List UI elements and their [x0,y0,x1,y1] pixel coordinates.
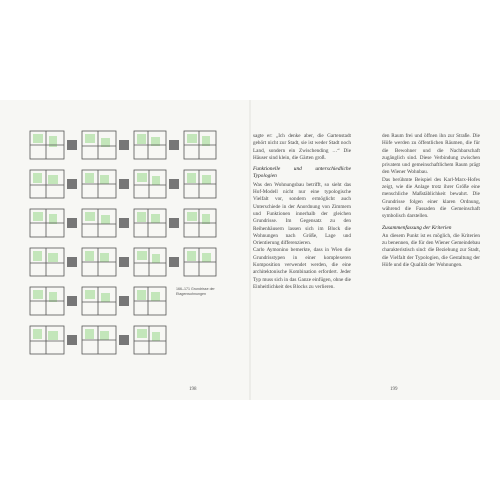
book-gutter [249,100,251,400]
paragraph: den Raum frei und öffnen ihn zur Straße. Die Höfe werden zu öffentlichen Räumen, die für die Bewohner und die Nachbarschaft zugänglich sind. Diese Verbindung zwischen privatem und gemeinschaftlichem Raum prägt den Wiener Wohnbau. [382,133,480,176]
floor-plan-illustrations [27,128,227,358]
page-number-right: 199 [390,387,398,392]
paragraph: Das berühmte Beispiel des Karl-Marx-Hofes zeigt, wie die Anlage trotz ihrer Größe eine menschliche Maßstäblichkeit bewahrt. Die Grundrisse folgen einer klaren Ordnung, während die Fassaden die Gemeinschaft symbolisch darstellen. [382,176,480,220]
paragraph: Carlo Aymonino bemerkte, dass in Wien die Grundrisstypen in einer komplexeren Komposition verwendet werden, die eine architektonische Kombination erfordert. Jeder Typ muss sich in das Ganze einfügen, ohne die Einheitlichkeit des Blocks zu verlieren. [253,247,351,290]
page-number-left: 198 [189,387,197,392]
section-heading: Zusammenfassung der Kriterien [382,224,452,231]
paragraph: An diesem Punkt ist es möglich, die Kriterien zu benennen, die für den Wiener Gemeindebau charakteristisch sind: die Beziehung zur Stadt, die Vielfalt der Typologien, die Gestaltung der Höfe und die Qualität der Wohnungen. [382,232,480,269]
text-column-left [253,133,351,291]
paragraph: sagte er: „Ich denke aber, die Gartenstadt gehört nicht zur Stadt, sie ist weder Stadt noch Land, sondern ein Zwischending …“ Die Häuser sind klein, die Gärten groß. [253,133,351,161]
paragraph: Was den Wohnungsbau betrifft, so sieht das Hof-Modell nicht nur eine typologische Vielfalt vor, sondern ermöglicht auch Unterschiede in der Anordnung von Zimmern und Funktionen innerhalb der gleichen Grundrisse. Im Gegensatz zu den Reihenhäusern lassen sich im Block die Wohnungen nach Größe, Lage und Orientierung differenzieren. [253,181,351,247]
text-column-right [382,133,480,269]
section-heading: Funktionelle und unterschiedliche Typologien [253,166,351,180]
figure-caption: 166–171 Grundrisse der Etagenwohnungen [176,287,215,296]
book-spread [0,100,500,400]
